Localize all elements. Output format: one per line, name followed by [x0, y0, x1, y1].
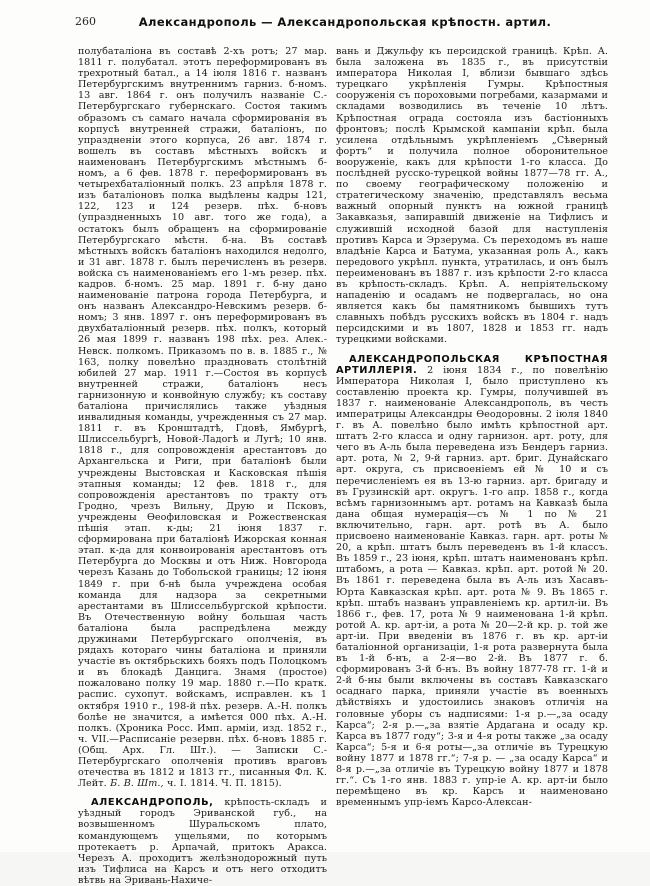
headword-alexandropol: АЛЕКСАНДРОПОЛЬ, [91, 797, 214, 809]
regiment-history-italic-citation: Б. В. Шт., [110, 778, 164, 790]
right-column [336, 46, 608, 886]
article-fortress-artillery-text: 2 іюня 1834 г., по повелѣнію Императора Николая I, было приступлено къ составленію проекта кр. Гумры, получившей въ 1837 г. наименованіе Александрополь, въ честь императрицы Александры Ѳеодоровны. 2 іюля 1840 г. въ А. повелѣно было имѣть крѣпостной арт. штатъ 2-го класса и одну гарнизон. арт. роту, для чего въ А-ль была переведена изъ Бендеръ гарниз. арт. рота, № 2, 9-й гарниз. арт. бриг. Дунайскаго арт. округа, съ присвоеніемъ ей № 10 и съ перечисленіемъ ея въ 13-ю гарниз. арт. бригаду и въ Грузинскій арт. округъ. 1-го апр. 1858 г., когда всѣмъ гарнизоннымъ арт. ротамъ на Кавказѣ была дана общая нумерація—съ № 1 по № 21 включительно, гарн. арт. ротѣ въ А. было присвоено наименованіе Кавказ. гарн. арт. роты № 20, а крѣп. штатъ былъ переведенъ въ 1-й классъ. Въ 1859 г., 23 іюня, крѣп. штатъ наименованъ крѣп. штабомъ, а рота — Кавказ. крѣп. арт. ротой № 20. Въ 1861 г. переведена была въ А-ль изъ Хасавъ-Юрта Кавказская крѣп. арт. рота № 9. Въ 1865 г. крѣп. штабъ названъ управленіемъ кр. артил-іи. Въ 1866 г., фев. 17, рота № 9 наименована 1-й крѣп. ротой А. кр. арт-іи, а рота № 20—2-й кр. р. той же арт-іи. При введеніи въ 1876 г. въ кр. арт-іи баталіонной организаціи, 1-я рота развернута была въ 1-й б-нъ, а 2-я—во 2-й. Въ 1877 г. б. сформированъ 3-й б-нъ. Въ войну 1877-78 гг. 1-й и 2-й б-ны были включены въ составъ Кавказскаго осаднаго парка, приняли участіе въ военныхъ дѣйствіяхъ и удостоились знаковъ отличія на головные уборы съ надписями: 1-я р.—„за осаду Карса“; 2-я р.—„за взятіе Ардагана и осаду кр. Карса въ 1877 году“; 3-я и 4-я роты также „за осаду Карса“; 5-я и 6-я роты—„за отличіе въ Турецкую войну 1877 и 1878 гг.“; 7-я р. — „за осаду Карса“ и 8-я р.—„за отличіе въ Турецкую войну 1877 и 1878 гг.“. Съ 1-го янв. 1883 г. упр-іе А. кр. арт-іи было перемѣщено въ кр. Карсъ и наименовано временнымъ упр-іемъ Карсо-Алексан- [336, 364, 608, 809]
left-column [78, 46, 327, 886]
text-columns [0, 37, 650, 886]
page-number: 260 [75, 15, 96, 28]
regiment-history-text: полубаталіона въ составѣ 2-хъ ротъ; 27 мар. 1811 г. полубатал. этотъ переформированъ въ трехротный батал., а 14 іюля 1816 г. названъ Петербургскимъ внутреннимъ гарниз. б-номъ. 13 авг. 1864 г. онъ получилъ названіе С.-Петербургскаго губернскаго. Состоя такимъ образомъ съ самаго начала сформированія въ корпусѣ внутренней стражи, баталіонъ, по упраздненіи этого корпуса, 26 авг. 1874 г. вошелъ въ составъ мѣстныхъ войскъ и наименованъ Петербургскимъ мѣстнымъ б-номъ, а 6 фев. 1878 г. переформированъ въ четырехбаталіонный полкъ. 23 апрѣля 1878 г. изъ баталіоновъ полка выдѣлены кадры 121, 122, 123 и 124 резерв. пѣх. б-новъ (упраздненныхъ 10 авг. того же года), а остатокъ былъ обращенъ на сформированіе Петербургскаго мѣстн. б-на. Въ составѣ мѣстныхъ войскъ баталіонъ находился недолго, и 31 авг. 1878 г. былъ перечисленъ въ резерв. войска съ наименованіемъ его 1-мъ резер. пѣх. кадров. б-номъ. 25 мар. 1891 г. б-ну дано наименованіе патрона города Петербурга, и онъ названъ Александро-Невскимъ резерв. б-номъ; 3 янв. 1897 г. онъ переформированъ въ двухбаталіонный резерв. пѣх. полкъ, который 26 мая 1899 г. названъ 198 пѣх. рез. Алек.-Невск. полкомъ. Приказомъ по в. в. 1885 г., № 163, полку повелѣно праздновать столѣтній юбилей 27 мар. 1911 г.—Состоя въ корпусѣ внутренней стражи, баталіонъ несъ гарнизонную и конвойную службу; къ составу баталіона причислялись также уѣздныя инвалидныя команды, учрежденныя съ 27 мар. 1811 г. въ Кронштадтѣ, Гдовѣ, Ямбургѣ, Шлиссельбургѣ, Новой-Ладогѣ и Лугѣ; 10 янв. 1818 г., для сопровожденія арестантовъ до Архангельска и Риги, при баталіонѣ были учреждены Выстовская и Касковская пѣшія этапныя команды; 12 фев. 1818 г., для сопровожденія арестантовъ по тракту отъ Гродно, чрезъ Вильну, Друю и Псковъ, учреждены Ѳеофиловская и Рожественская пѣшія этап. к-ды; 21 іюня 1837 г. сформирована при баталіонѣ Ижорская конная этап. к-да для конвоированія арестантовъ отъ Петербурга до Москвы и отъ Ниж. Новгорода черезъ Казань до Тобольской границы; 12 іюня 1849 г. при б-нѣ была учреждена особая команда для надзора за секретными арестантами въ Шлиссельбургской крѣпости. Въ Отечественную войну большая часть баталіона была распредѣлена между дружинами Петербургскаго ополченія, въ рядахъ котораго чины баталіона и приняли участіе въ октябрьскихъ бояхъ подъ Полоцкомъ и въ блокадѣ Данцига. Знамя (простое) пожаловано полку 19 мар. 1880 г.—По кратк. распис. сухопут. войскамъ, исправлен. къ 1 октября 1910 г., 198-й пѣх. резерв. А.-Н. полкъ болѣе не значится, а имѣется 000 пѣх. А.-Н. полкъ. (Хроника Росс. Имп. арміи, изд. 1852 г., ч. VII.—Расписаніе резервн. пѣх. б-новъ 1885 г. (Общ. Арх. Гл. Шт.). — Записки С.-Петербургскаго ополченія противъ враговъ отечества въ 1812 и 1813 гг., писанныя Фл. К. Лейт. [78, 46, 327, 790]
regiment-history-text-tail: ч. I. 1814. Ч. П. 1815). [163, 778, 282, 790]
article-fortress-artillery [336, 354, 608, 809]
running-title: Александрополь — Александропольская крѣпостн. артил. [138, 15, 552, 29]
paragraph-regiment-history [78, 46, 327, 789]
paragraph-fortress-continuation [336, 46, 608, 346]
fortress-continuation-text: вань и Джульфу къ персидской границѣ. Крѣп. А. была заложена въ 1835 г., въ присутствіи императора Николая I, вблизи бывшаго здѣсь турецкаго укрѣпленія Гумры. Крѣпостныя сооруженія съ пороховыми погребами, казармами и складами возводились въ теченіе 10 лѣтъ. Крѣпостная ограда состояла изъ бастіонныхъ фронтовъ; послѣ Крымской кампаніи крѣп. была усилена отдѣльнымъ укрѣпленіемъ „Сѣверный фортъ“ и получила полное оборонительное вооруженіе, какъ для крѣпости 1-го класса. До послѣдней русско-турецкой войны 1877—78 гг. А., по своему географическому положенію и стратегическому значенію, представлялъ весьма важный опорный пунктъ на южной границѣ Закавказья, запиравшій движеніе на Тифлисъ и служившій исходной базой для наступленія противъ Карса и Эрзерума. Съ переходомъ въ наше владѣніе Карса и Батума, указанная роль А., какъ передового укрѣпл. пункта, утратилась, и онъ былъ переименованъ въ 1887 г. изъ крѣпости 2-го класса въ крѣпость-складъ. Крѣп. А. непріятельскому нападенію и осадамъ не подвергалась, но она является какъ бы памятникомъ бывшихъ тутъ славныхъ побѣдъ русскихъ войскъ въ 1804 г. надъ персидскими и въ 1807, 1828 и 1853 гг. надъ турецкими войсками. [336, 46, 608, 346]
article-alexandropol [78, 797, 327, 886]
page-header [0, 0, 650, 37]
article-alexandropol-text: крѣпость-складъ и уѣздный городъ Эриванской губ., на возвышенномъ Шуральскомъ плато, командующемъ ущельями, по которымъ протекаетъ р. Арпачай, притокъ Аракса. Черезъ А. проходитъ желѣзнодорожный путь изъ Тифлиса на Карсъ и отъ него отходитъ вѣтвь на Эривань-Нахиче- [78, 797, 327, 886]
headword-fortress-artillery: АЛЕКСАНДРОПОЛЬСКАЯ КРѢПОСТНАЯ АРТИЛЛЕРІЯ. [336, 353, 608, 376]
